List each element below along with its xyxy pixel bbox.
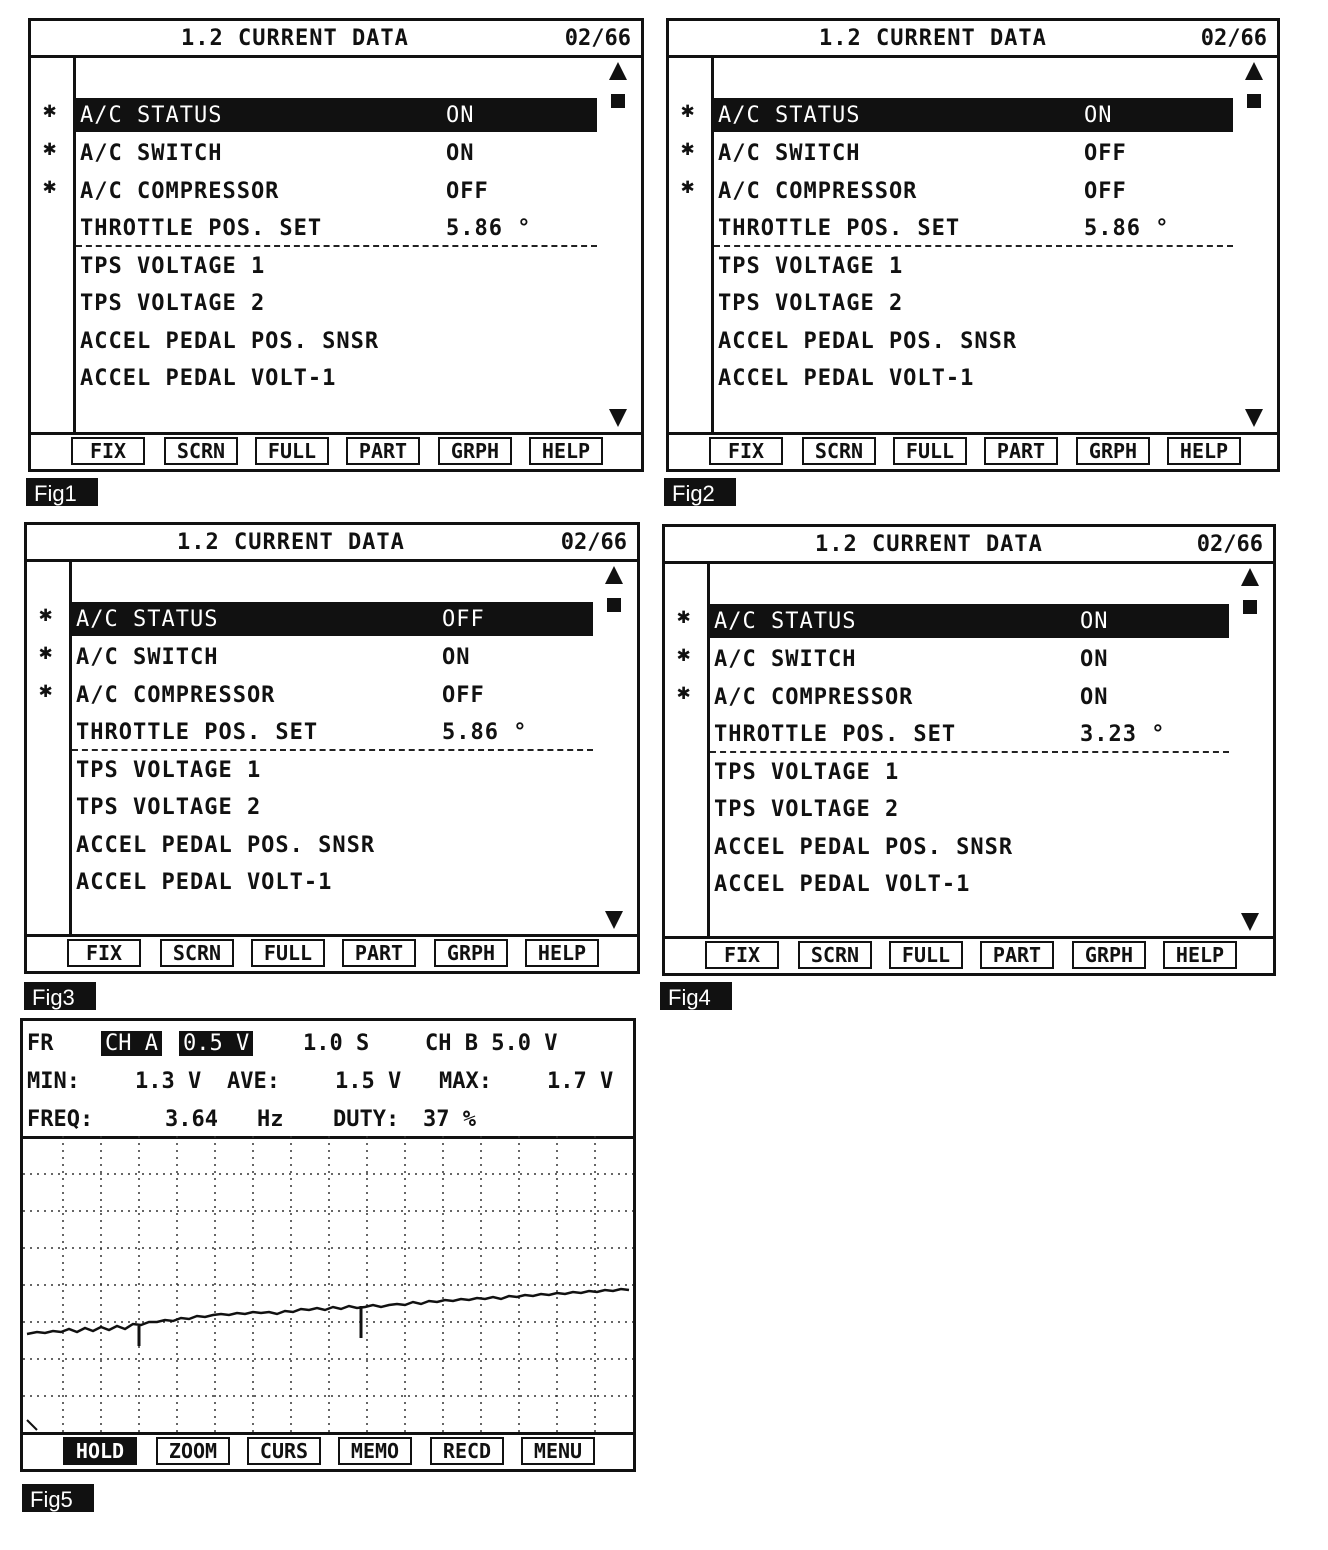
channel-a-volts-div[interactable]: 0.5 V [179, 1031, 253, 1056]
function-button-bar [665, 936, 1273, 973]
zoom-button[interactable]: ZOOM [156, 1437, 230, 1465]
list-item-accel-pedal-volt[interactable]: ACCEL PEDAL VOLT-1 [76, 870, 333, 895]
list-item-ac-switch[interactable]: A/C SWITCH ON [76, 645, 471, 670]
list-item-accel-pedal-volt[interactable]: ACCEL PEDAL VOLT-1 [714, 872, 971, 897]
scrn-button[interactable]: SCRN [798, 941, 872, 969]
item-value: OFF [1084, 141, 1127, 166]
figure-label: Fig4 [660, 982, 732, 1010]
ave-label: AVE: [227, 1069, 280, 1094]
list-item-accel-pedal-volt[interactable]: ACCEL PEDAL VOLT-1 [80, 366, 337, 391]
figure-label: Fig5 [22, 1484, 94, 1512]
list-item-ac-compressor[interactable]: A/C COMPRESSOR OFF [718, 179, 1127, 204]
scroll-thumb[interactable] [611, 94, 625, 108]
fixed-marker-column [669, 58, 714, 435]
data-list [714, 58, 1233, 435]
scroll-up-icon[interactable] [609, 62, 627, 80]
channel-b-setting[interactable]: CH B 5.0 V [425, 1031, 558, 1056]
waveform-plot [23, 1136, 633, 1434]
duty-value: 37 % [423, 1107, 476, 1132]
scrn-button[interactable]: SCRN [802, 437, 876, 465]
fix-button[interactable]: FIX [705, 941, 779, 969]
fixed-marker-column [31, 58, 76, 435]
scroll-thumb[interactable] [1247, 94, 1261, 108]
full-button[interactable]: FULL [893, 437, 967, 465]
screen-header [27, 525, 637, 562]
item-value: 5.86 ° [446, 216, 532, 241]
scroll-up-icon[interactable] [1245, 62, 1263, 80]
item-value: ON [442, 645, 471, 670]
list-item-accel-pedal-volt[interactable]: ACCEL PEDAL VOLT-1 [718, 366, 975, 391]
list-item-throttle-pos-set[interactable]: THROTTLE POS. SET 5.86 ° [80, 216, 532, 241]
scope-button-bar [23, 1432, 633, 1469]
help-button[interactable]: HELP [525, 939, 599, 967]
list-item-tps-voltage-1[interactable]: TPS VOLTAGE 1 [714, 760, 900, 785]
scan-screen-fig2 [666, 18, 1280, 472]
list-item-ac-compressor[interactable]: A/C COMPRESSOR OFF [80, 179, 489, 204]
fix-button[interactable]: FIX [67, 939, 141, 967]
list-item-ac-status[interactable]: A/C STATUS ON [714, 98, 1233, 132]
item-value: OFF [442, 607, 485, 632]
scroll-up-icon[interactable] [605, 566, 623, 584]
divider [72, 749, 593, 751]
help-button[interactable]: HELP [1163, 941, 1237, 969]
scroll-down-icon[interactable] [1241, 913, 1259, 931]
grph-button[interactable]: GRPH [1076, 437, 1150, 465]
help-button[interactable]: HELP [529, 437, 603, 465]
list-item-throttle-pos-set[interactable]: THROTTLE POS. SET 3.23 ° [714, 722, 1166, 747]
scrollbar[interactable] [1235, 58, 1277, 435]
page-counter: 02/66 [1200, 26, 1267, 51]
scroll-down-icon[interactable] [605, 911, 623, 929]
scrn-button[interactable]: SCRN [164, 437, 238, 465]
fixed-marker-icon: ✱ [677, 680, 691, 705]
list-item-accel-pedal-pos[interactable]: ACCEL PEDAL POS. SNSR [714, 835, 1014, 860]
fixed-marker-icon: ✱ [39, 602, 53, 627]
signal-trace [27, 1289, 629, 1334]
fixed-marker-icon: ✱ [681, 174, 695, 199]
item-value: ON [1080, 609, 1109, 634]
list-item-accel-pedal-pos[interactable]: ACCEL PEDAL POS. SNSR [718, 329, 1018, 354]
item-value: OFF [1084, 179, 1127, 204]
data-list [710, 564, 1229, 939]
freq-unit: Hz [257, 1107, 284, 1132]
part-button[interactable]: PART [346, 437, 420, 465]
item-value: ON [1080, 685, 1109, 710]
list-item-tps-voltage-2[interactable]: TPS VOLTAGE 2 [76, 795, 262, 820]
scrollbar[interactable] [1231, 564, 1273, 939]
fixed-marker-icon: ✱ [43, 174, 57, 199]
fr-label: FR [27, 1031, 54, 1056]
function-button-bar [669, 432, 1277, 469]
scan-screen-fig3 [24, 522, 640, 974]
max-value: 1.7 V [547, 1069, 614, 1094]
scroll-thumb[interactable] [1243, 600, 1257, 614]
function-button-bar [31, 432, 641, 469]
list-item-tps-voltage-2[interactable]: TPS VOLTAGE 2 [714, 797, 900, 822]
part-button[interactable]: PART [342, 939, 416, 967]
list-item-accel-pedal-pos[interactable]: ACCEL PEDAL POS. SNSR [76, 833, 376, 858]
ave-value: 1.5 V [335, 1069, 402, 1094]
curs-button[interactable]: CURS [247, 1437, 321, 1465]
list-item-tps-voltage-1[interactable]: TPS VOLTAGE 1 [76, 758, 262, 783]
scroll-thumb[interactable] [607, 598, 621, 612]
scope-readout [23, 1021, 633, 1139]
list-item-ac-status[interactable]: A/C STATUS ON [76, 98, 597, 132]
fix-button[interactable]: FIX [709, 437, 783, 465]
list-item-ac-compressor[interactable]: A/C COMPRESSOR OFF [76, 683, 485, 708]
scrn-button[interactable]: SCRN [160, 939, 234, 967]
item-value: 5.86 ° [1084, 216, 1170, 241]
full-button[interactable]: FULL [251, 939, 325, 967]
figure-label: Fig3 [24, 982, 96, 1010]
memo-button[interactable]: MEMO [338, 1437, 412, 1465]
page-counter: 02/66 [564, 26, 631, 51]
part-button[interactable]: PART [980, 941, 1054, 969]
item-value: ON [446, 103, 475, 128]
fixed-marker-icon: ✱ [39, 640, 53, 665]
list-item-ac-compressor[interactable]: A/C COMPRESSOR ON [714, 685, 1109, 710]
fixed-marker-icon: ✱ [681, 98, 695, 123]
grph-button[interactable]: GRPH [434, 939, 508, 967]
grid [23, 1136, 633, 1434]
freq-label: FREQ: [27, 1107, 94, 1132]
screen-header [31, 21, 641, 58]
divider [710, 751, 1229, 753]
function-button-bar [27, 934, 637, 971]
list-item-ac-status[interactable]: A/C STATUS ON [710, 604, 1229, 638]
list-item-tps-voltage-1[interactable]: TPS VOLTAGE 1 [80, 254, 266, 279]
screen-title: 1.2 CURRENT DATA [177, 530, 405, 555]
fixed-marker-icon: ✱ [43, 98, 57, 123]
list-item-ac-switch[interactable]: A/C SWITCH ON [80, 141, 475, 166]
fixed-marker-column [27, 562, 72, 937]
fixed-marker-icon: ✱ [43, 136, 57, 161]
channel-a-selector[interactable]: CH A [101, 1031, 162, 1056]
fix-button[interactable]: FIX [71, 437, 145, 465]
item-value: OFF [446, 179, 489, 204]
fixed-marker-icon: ✱ [677, 642, 691, 667]
fixed-marker-icon: ✱ [681, 136, 695, 161]
list-item-throttle-pos-set[interactable]: THROTTLE POS. SET 5.86 ° [76, 720, 528, 745]
divider [76, 245, 597, 247]
grph-button[interactable]: GRPH [1072, 941, 1146, 969]
page-counter: 02/66 [1196, 532, 1263, 557]
list-item-tps-voltage-2[interactable]: TPS VOLTAGE 2 [80, 291, 266, 316]
full-button[interactable]: FULL [889, 941, 963, 969]
list-item-accel-pedal-pos[interactable]: ACCEL PEDAL POS. SNSR [80, 329, 380, 354]
item-value: OFF [442, 683, 485, 708]
scrollbar[interactable] [595, 562, 637, 937]
scan-screen-fig4 [662, 524, 1276, 976]
duty-label: DUTY: [333, 1107, 400, 1132]
item-value: 3.23 ° [1080, 722, 1166, 747]
list-item-tps-voltage-2[interactable]: TPS VOLTAGE 2 [718, 291, 904, 316]
freq-value: 3.64 [165, 1107, 218, 1132]
min-value: 1.3 V [135, 1069, 202, 1094]
item-value: ON [1084, 103, 1113, 128]
scroll-up-icon[interactable] [1241, 568, 1259, 586]
item-value: ON [1080, 647, 1109, 672]
time-div[interactable]: 1.0 S [303, 1031, 370, 1056]
trigger-marker [27, 1420, 37, 1430]
divider [714, 245, 1233, 247]
scrollbar[interactable] [599, 58, 641, 435]
figure-label: Fig1 [26, 478, 98, 506]
list-item-ac-switch[interactable]: A/C SWITCH OFF [718, 141, 1127, 166]
screen-header [669, 21, 1277, 58]
list-item-ac-status[interactable]: A/C STATUS OFF [72, 602, 593, 636]
fixed-marker-icon: ✱ [39, 678, 53, 703]
data-list [76, 58, 597, 435]
scope-screen-fig5 [20, 1018, 636, 1472]
fixed-marker-column [665, 564, 710, 939]
figure-label: Fig2 [664, 478, 736, 506]
scroll-down-icon[interactable] [609, 409, 627, 427]
screen-title: 1.2 CURRENT DATA [819, 26, 1047, 51]
help-button[interactable]: HELP [1167, 437, 1241, 465]
list-item-tps-voltage-1[interactable]: TPS VOLTAGE 1 [718, 254, 904, 279]
scan-screen-fig1 [28, 18, 644, 472]
max-label: MAX: [439, 1069, 492, 1094]
hold-button[interactable]: HOLD [63, 1437, 137, 1465]
item-value: ON [446, 141, 475, 166]
full-button[interactable]: FULL [255, 437, 329, 465]
screen-title: 1.2 CURRENT DATA [815, 532, 1043, 557]
menu-button[interactable]: MENU [521, 1437, 595, 1465]
scroll-down-icon[interactable] [1245, 409, 1263, 427]
fixed-marker-icon: ✱ [677, 604, 691, 629]
data-list [72, 562, 593, 937]
grph-button[interactable]: GRPH [438, 437, 512, 465]
list-item-ac-switch[interactable]: A/C SWITCH ON [714, 647, 1109, 672]
list-item-throttle-pos-set[interactable]: THROTTLE POS. SET 5.86 ° [718, 216, 1170, 241]
screen-title: 1.2 CURRENT DATA [181, 26, 409, 51]
part-button[interactable]: PART [984, 437, 1058, 465]
recd-button[interactable]: RECD [430, 1437, 504, 1465]
item-value: 5.86 ° [442, 720, 528, 745]
page-counter: 02/66 [560, 530, 627, 555]
screen-header [665, 527, 1273, 564]
min-label: MIN: [27, 1069, 80, 1094]
